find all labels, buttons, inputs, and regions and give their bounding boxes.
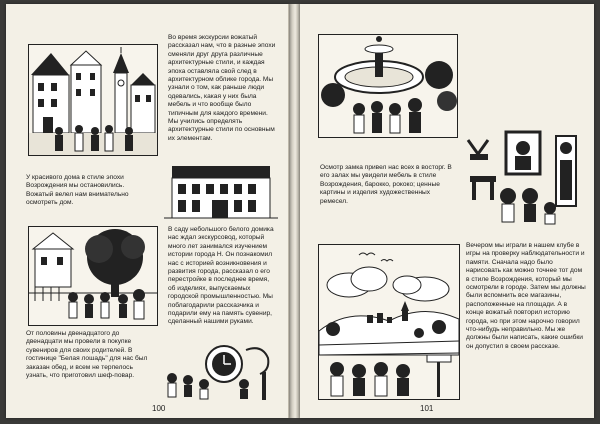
paragraph-evening-games: Вечером мы играли в нашем клубе в игры на проверку наблюдательности и памяти. Сначала надо было нарисовать как можно точнее тот дом в стиле Возрождения, который мы осмотрели в городе. Затем мы должны были вспомнить все магазины, расположенные на площади. А в конце вожатый повторил историю города, но при этом нарочно говорил что-нибудь неправильно. Мы же должны были написать, какие ошибки он допустил в своем рассказе.	[466, 242, 586, 350]
illustration-landscape	[318, 244, 460, 400]
illustration-town-square	[28, 44, 158, 156]
page-number-left: 100	[152, 404, 166, 413]
page-number-right: 101	[420, 404, 434, 413]
illustration-renaissance-house	[164, 162, 278, 220]
illustration-furniture	[460, 126, 588, 226]
paragraph-souvenirs: От половины двенадцатого до двенадцати мы провели в покупке сувениров для своих родителей. В гостинице "Белая лошадь" для нас был заказан обед, и всем не терпелось узнать, что приготовил шеф-повар.	[26, 330, 148, 380]
paragraph-castle: Осмотр замка привел нас всех в восторг. В его залах мы увидели мебель в стиле Возрождения, барокко, рококо; ценные картины и изделия художественных ремесел.	[320, 164, 452, 205]
paragraph-tour-intro: Во время экскурсии вожатый рассказал нам, что в разные эпохи сменяли друг друга различные архитектурные стили, и каждая эпоха оставляла свой след в архитектурном облике города. Мы узнали о том, как раньше люди одевались, какая у них была мебель и что вообще было типичным для каждого времени. Мы учились определять архитектурные стили по основным их элементам.	[168, 34, 276, 142]
paragraph-renaissance-house: У красивого дома в стиле эпохи Возрождения мы остановились. Вожатый велел нам внимательно осмотреть дом.	[26, 174, 129, 207]
right-page	[300, 4, 594, 418]
illustration-castle-fountain	[318, 34, 458, 138]
illustration-garden-guide	[28, 226, 158, 326]
book-gutter	[288, 4, 300, 418]
paragraph-garden-guide: В саду небольшого белого домика нас ждал экскурсовод, который много лет занимался изучением истории города Н. Он познакомил нас с историей возникновения и развития города, рассказал о его перестройке в последнее время, об изделиях, выпускаемых городской промышленностью. Мы поблагодарили рассказчика и подарили ему на память сувенир, сделанный нашими руками.	[168, 226, 274, 326]
left-page	[6, 4, 289, 418]
illustration-clock-shop	[162, 342, 278, 400]
